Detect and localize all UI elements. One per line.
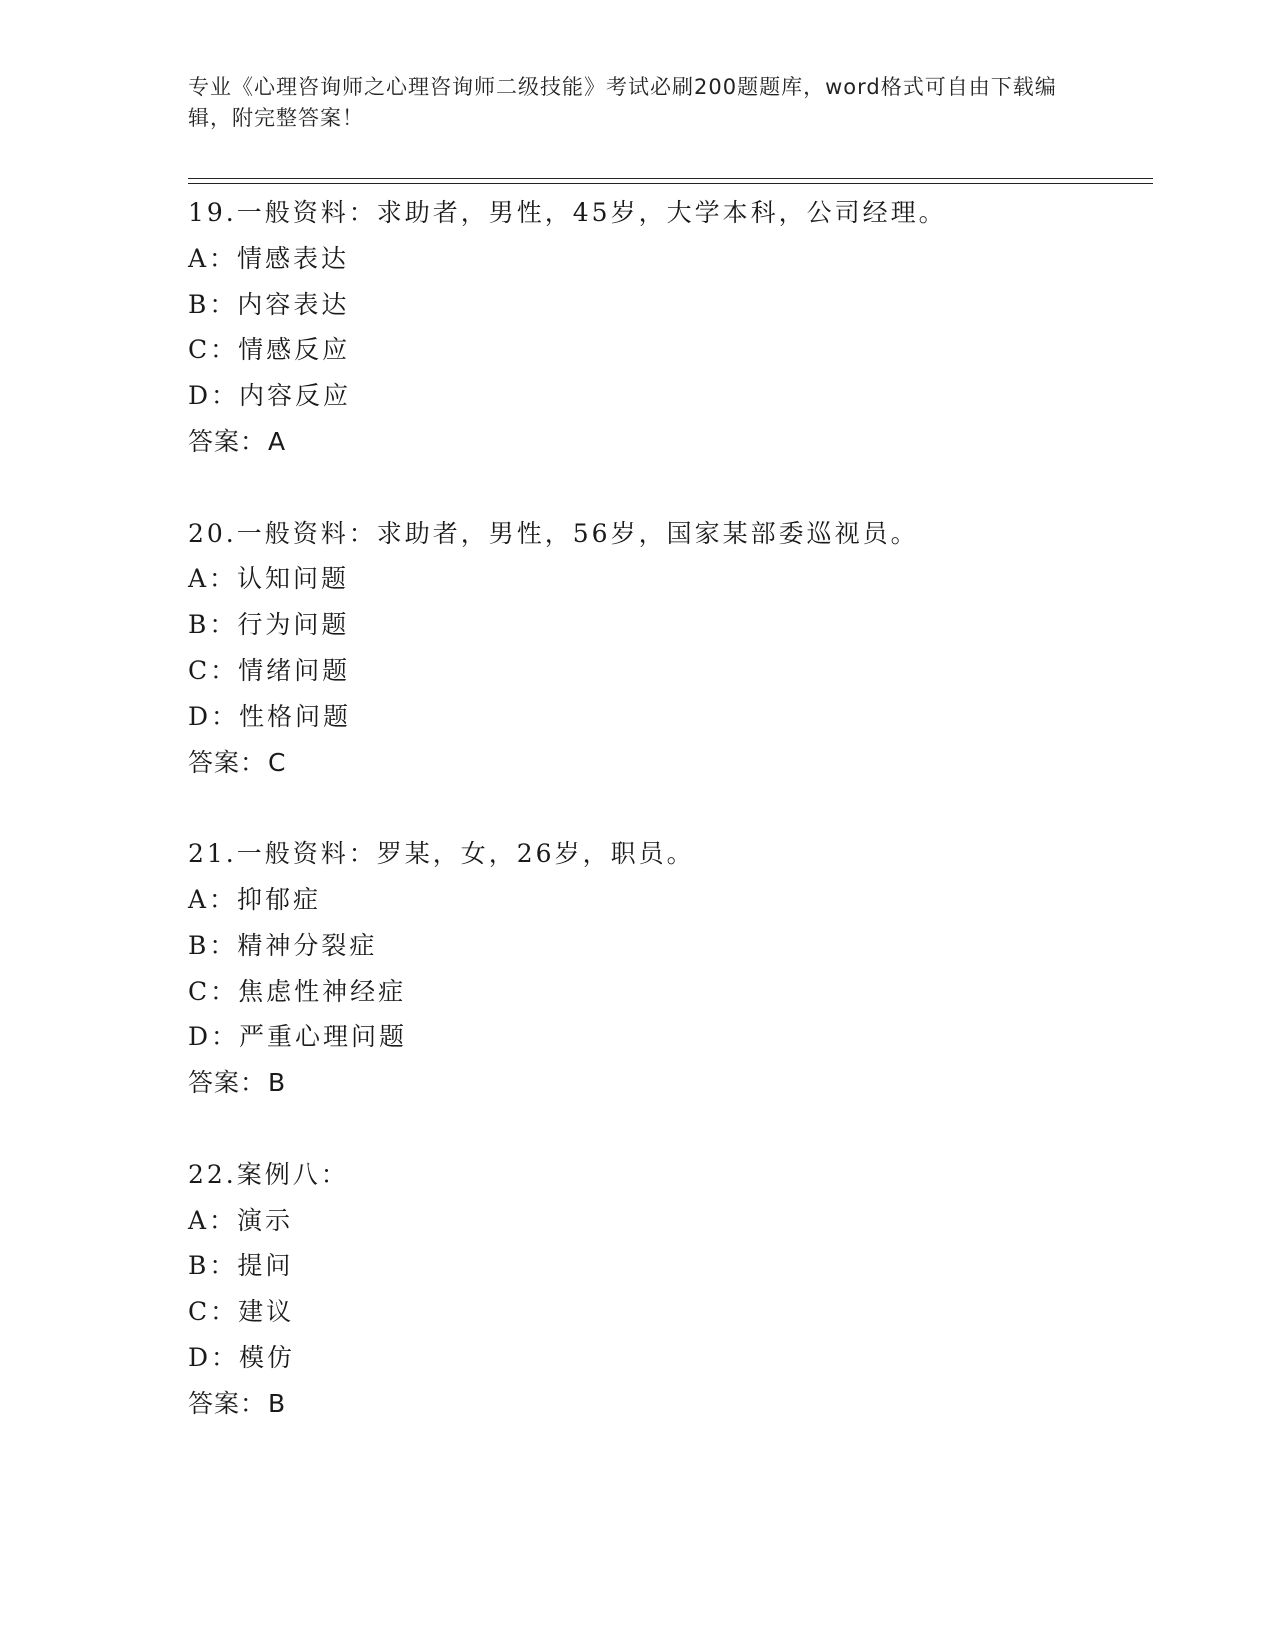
- answer-value: B: [268, 1388, 287, 1418]
- option-a: A：演示: [188, 1205, 294, 1235]
- answer-label: 答案：: [188, 1388, 267, 1418]
- answer-line: [188, 1381, 1148, 1427]
- option-d: D：性格问题: [188, 701, 352, 731]
- option-c: C：建议: [188, 1297, 295, 1327]
- option-b: B：行为问题: [188, 610, 350, 640]
- option-c: C：情绪问题: [188, 655, 351, 685]
- question-stem: 20.一般资料：求助者，男性，56岁，国家某部委巡视员。: [188, 518, 919, 548]
- answer-line: [188, 740, 1148, 786]
- answer-line: [188, 419, 1148, 465]
- option-d: D：模仿: [188, 1342, 296, 1372]
- answer-value: C: [268, 747, 287, 777]
- answer-label: 答案：: [188, 747, 267, 777]
- option-c: C：焦虑性神经症: [188, 976, 407, 1006]
- question-stem: 22.案例八：: [188, 1159, 349, 1189]
- answer-label: 答案：: [188, 1068, 267, 1098]
- option-a: A：认知问题: [188, 564, 350, 594]
- option-b: B：精神分裂症: [188, 930, 378, 960]
- question-list: [188, 190, 1148, 1427]
- option-d: D：严重心理问题: [188, 1022, 408, 1052]
- option-b: B：提问: [188, 1251, 294, 1281]
- question-20: [188, 511, 1148, 832]
- answer-label: 答案：: [188, 426, 267, 456]
- question-stem: 21.一般资料：罗某，女，26岁，职员。: [188, 839, 695, 869]
- question-stem: 19.一般资料：求助者，男性，45岁，大学本科，公司经理。: [188, 198, 947, 227]
- header-divider-bottom: [188, 183, 1153, 184]
- answer-value: B: [268, 1068, 287, 1098]
- option-c: C：情感反应: [188, 335, 351, 365]
- answer-value: A: [268, 426, 287, 456]
- question-22: [188, 1152, 1148, 1427]
- option-d: D：内容反应: [188, 381, 352, 411]
- header-divider-top: [188, 178, 1153, 179]
- answer-line: [188, 1060, 1148, 1106]
- option-b: B：内容表达: [188, 289, 350, 319]
- option-a: A：情感表达: [188, 243, 350, 273]
- question-21: [188, 831, 1148, 1152]
- question-19: [188, 190, 1148, 511]
- document-header: 专业《心理咨询师之心理咨询师二级技能》考试必刷200题题库，word格式可自由下载编辑，附完整答案！: [188, 75, 1057, 130]
- option-a: A：抑郁症: [188, 884, 322, 914]
